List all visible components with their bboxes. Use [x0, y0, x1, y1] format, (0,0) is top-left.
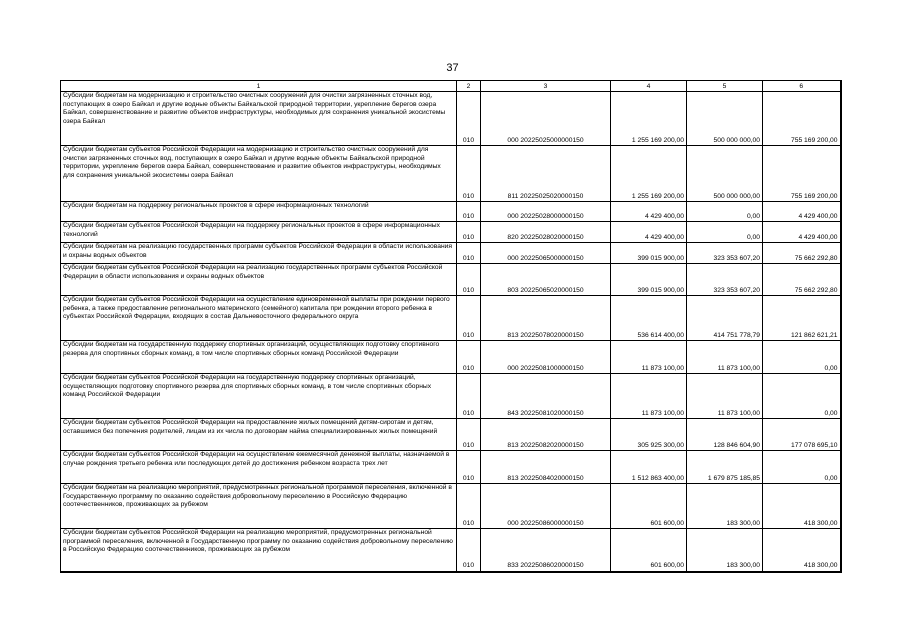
row-code: 010: [457, 451, 481, 484]
row-executed: 500 000 000,00: [687, 146, 763, 202]
row-name: Субсидии бюджетам на модернизацию и строительство очистных сооружений для очистки загрязненных сточных вод, поступающих в озеро Байкал и другие водные объекты Байкальской природной территории, укрепление берегов озера Байкал, совершенствование и развитие объектов инфраструктуры, необходимых для сохранения уникальной экосистемы озера Байкал: [61, 92, 457, 146]
column-header: 1: [61, 81, 457, 92]
row-remainder: 755 169 200,00: [763, 92, 841, 146]
row-remainder: 418 300,00: [763, 484, 841, 529]
row-name: Субсидии бюджетам субъектов Российской Федерации на поддержку региональных проектов в сфере информационных технологий: [61, 222, 457, 243]
row-executed: 414 751 778,79: [687, 296, 763, 341]
row-plan: 305 925 300,00: [611, 419, 687, 451]
row-code: 010: [457, 341, 481, 374]
row-classification: 833 20225086020000150: [481, 529, 611, 572]
row-plan: 601 600,00: [611, 529, 687, 572]
row-classification: 000 20225028000000150: [481, 202, 611, 222]
page-number: 37: [446, 62, 459, 74]
row-plan: 1 255 169 200,00: [611, 146, 687, 202]
row-remainder: 0,00: [763, 451, 841, 484]
row-executed: 183 300,00: [687, 529, 763, 572]
table-row: [61, 243, 841, 264]
table-row: [61, 374, 841, 419]
row-classification: 000 20225065000000150: [481, 243, 611, 264]
row-plan: 1 255 169 200,00: [611, 92, 687, 146]
row-name: Субсидии бюджетам субъектов Российской Федерации на модернизацию и строительство очистных сооружений для очистки загрязненных сточных вод, поступающих в озеро Байкал и другие водные объекты Байкальской природной территории, укрепление берегов озера Байкал, совершенствование и развитие объектов инфраструктуры, необходимых для сохранения уникальной экосистемы озера Байкал: [61, 146, 457, 202]
row-code: 010: [457, 484, 481, 529]
row-name: Субсидии бюджетам субъектов Российской Федерации на предоставление жилых помещений детям-сиротам и детям, оставшимся без попечения родителей, лицам из их числа по договорам найма специализированных жилых помещений: [61, 419, 457, 451]
row-classification: 000 20225025000000150: [481, 92, 611, 146]
row-remainder: 177 078 695,10: [763, 419, 841, 451]
column-header: 6: [763, 81, 841, 92]
row-name: Субсидии бюджетам на реализацию мероприятий, предусмотренных региональной программой переселения, включенной в Государственную программу по оказанию содействия добровольному переселению в Российскую Федерацию соотечественников, проживающих за рубежом: [61, 484, 457, 529]
row-name: Субсидии бюджетам субъектов Российской Федерации на осуществление ежемесячной денежной выплаты, назначаемой в случае рождения третьего ребенка или последующих детей до достижения ребенком возраста трех лет: [61, 451, 457, 484]
row-code: 010: [457, 529, 481, 572]
row-plan: 4 429 400,00: [611, 222, 687, 243]
column-header: 3: [481, 81, 611, 92]
row-classification: 000 20225086000000150: [481, 484, 611, 529]
row-classification: 000 20225081000000150: [481, 341, 611, 374]
row-code: 010: [457, 243, 481, 264]
row-classification: 811 20225025020000150: [481, 146, 611, 202]
budget-table: [60, 80, 842, 573]
row-name: Субсидии бюджетам на государственную поддержку спортивных организаций, осуществляющих подготовку спортивного резерва для спортивных сборных команд, в том числе спортивных сборных команд Российской Федерации: [61, 341, 457, 374]
row-plan: 11 873 100,00: [611, 374, 687, 419]
row-plan: 11 873 100,00: [611, 341, 687, 374]
row-name: Субсидии бюджетам субъектов Российской Федерации на осуществление единовременной выплаты при рождении первого ребенка, а также предоставление регионального материнского (семейного) капитала при рождении второго ребенка в субъектах Российской Федерации, входящих в состав Дальневосточного федерального округа: [61, 296, 457, 341]
row-plan: 1 512 863 400,00: [611, 451, 687, 484]
row-executed: 11 873 100,00: [687, 374, 763, 419]
row-executed: 323 353 607,20: [687, 243, 763, 264]
table-row: [61, 222, 841, 243]
row-classification: 813 20225078020000150: [481, 296, 611, 341]
row-name: Субсидии бюджетам субъектов Российской Федерации на государственную поддержку спортивных организаций, осуществляющих подготовку спортивного резерва для спортивных сборных команд, в том числе спортивных сборных команд Российской Федерации: [61, 374, 457, 419]
table-row: [61, 419, 841, 451]
row-executed: 500 000 000,00: [687, 92, 763, 146]
column-header: 2: [457, 81, 481, 92]
column-header: 4: [611, 81, 687, 92]
row-classification: 803 20225065020000150: [481, 264, 611, 296]
row-plan: 399 015 900,00: [611, 264, 687, 296]
table-row: [61, 341, 841, 374]
row-code: 010: [457, 92, 481, 146]
row-code: 010: [457, 419, 481, 451]
table-header-row: [61, 81, 841, 92]
row-executed: 1 679 875 185,85: [687, 451, 763, 484]
row-name: Субсидии бюджетам субъектов Российской Федерации на реализацию мероприятий, предусмотренных региональной программой переселения, включенной в Государственную программу по оказанию содействия добровольному переселению в Российскую Федерацию соотечественников, проживающих за рубежом: [61, 529, 457, 572]
table-row: [61, 264, 841, 296]
table-row: [61, 451, 841, 484]
row-plan: 4 429 400,00: [611, 202, 687, 222]
row-code: 010: [457, 296, 481, 341]
row-code: 010: [457, 374, 481, 419]
column-header: 5: [687, 81, 763, 92]
row-code: 010: [457, 264, 481, 296]
row-remainder: 121 862 621,21: [763, 296, 841, 341]
row-classification: 813 20225082020000150: [481, 419, 611, 451]
row-remainder: 0,00: [763, 341, 841, 374]
row-code: 010: [457, 222, 481, 243]
row-remainder: 0,00: [763, 374, 841, 419]
table-row: [61, 202, 841, 222]
table-row: [61, 92, 841, 146]
row-remainder: 418 300,00: [763, 529, 841, 572]
table-row: [61, 296, 841, 341]
row-plan: 399 015 900,00: [611, 243, 687, 264]
row-executed: 0,00: [687, 222, 763, 243]
table-row: [61, 146, 841, 202]
row-classification: 843 20225081020000150: [481, 374, 611, 419]
row-remainder: 75 662 292,80: [763, 264, 841, 296]
row-remainder: 75 662 292,80: [763, 243, 841, 264]
table-row: [61, 484, 841, 529]
row-remainder: 4 429 400,00: [763, 202, 841, 222]
row-executed: 11 873 100,00: [687, 341, 763, 374]
row-code: 010: [457, 202, 481, 222]
row-classification: 820 20225028020000150: [481, 222, 611, 243]
table-row: [61, 529, 841, 572]
row-name: Субсидии бюджетам на реализацию государственных программ субъектов Российской Федерации в области использования и охраны водных объектов: [61, 243, 457, 264]
row-executed: 128 846 604,90: [687, 419, 763, 451]
row-plan: 536 614 400,00: [611, 296, 687, 341]
row-remainder: 755 169 200,00: [763, 146, 841, 202]
row-plan: 601 600,00: [611, 484, 687, 529]
row-executed: 0,00: [687, 202, 763, 222]
row-code: 010: [457, 146, 481, 202]
row-executed: 323 353 607,20: [687, 264, 763, 296]
row-name: Субсидии бюджетам на поддержку региональных проектов в сфере информационных технологий: [61, 202, 457, 222]
row-executed: 183 300,00: [687, 484, 763, 529]
row-remainder: 4 429 400,00: [763, 222, 841, 243]
row-classification: 813 20225084020000150: [481, 451, 611, 484]
row-name: Субсидии бюджетам субъектов Российской Федерации на реализацию государственных программ субъектов Российской Федерации в области использования и охраны водных объектов: [61, 264, 457, 296]
